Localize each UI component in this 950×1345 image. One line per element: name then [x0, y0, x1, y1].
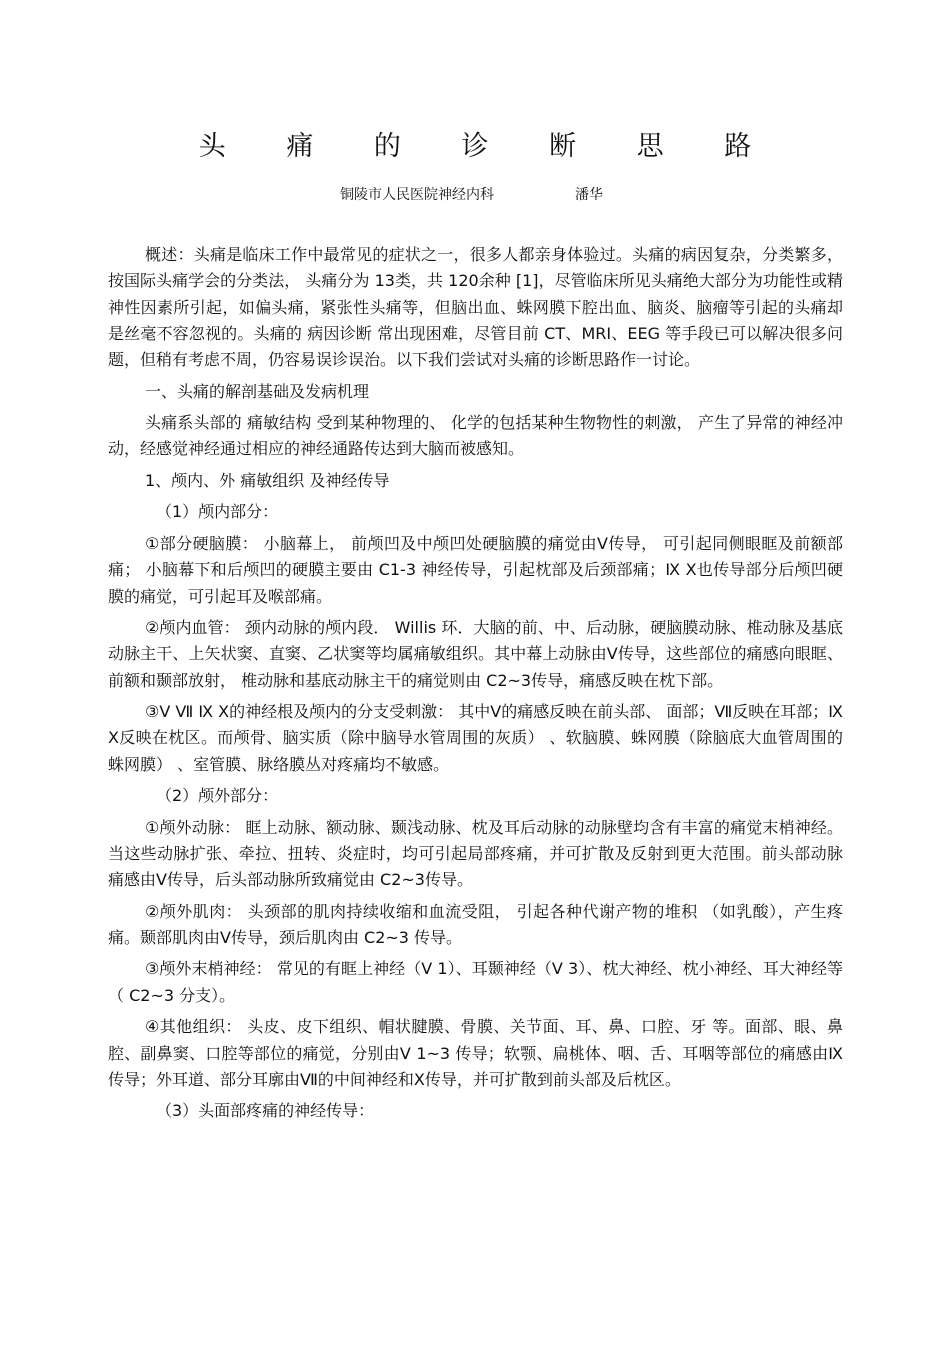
paragraph: 头痛系头部的 痛敏结构 受到某种物理的、 化学的包括某种生物物性的刺激， 产生了异常的神经冲动，经感觉神经通过相应的神经通路传达到大脑而被感知。 — [108, 413, 843, 459]
body-text — [108, 242, 843, 1125]
paragraph-summary: 概述：头痛是临床工作中最常见的症状之一，很多人都亲身体验过。头痛的病因复杂，分类繁多，按国际头痛学会的分类法， 头痛分为 13类，共 120余种 [1]，尽管临床所见头痛绝大部分为功能性或精神性因素所引起，如偏头痛，紧张性头痛等，但脑出血、蛛网膜下腔出血、脑炎、脑瘤等引起的头痛却是丝毫不容忽视的。头痛的 病因诊断 常出现困难，尽管目前 CT、MRI、EEG 等手段已可以解决很多问题，但稍有考虑不周，仍容易误诊误治。以下我们尝试对头痛的诊断思路作一讨论。 — [108, 245, 843, 370]
subheading: （3）头面部疼痛的神经传导： — [156, 1101, 375, 1121]
list-item: ③颅外末梢神经： 常见的有眶上神经（Ⅴ 1）、耳颞神经（Ⅴ 3）、枕大神经、枕小神经、耳大神经等（ C2~3 分支）。 — [108, 959, 843, 1005]
list-item: ①部分硬脑膜： 小脑幕上， 前颅凹及中颅凹处硬脑膜的痛觉由Ⅴ传导， 可引起同侧眼眶及前额部痛； 小脑幕下和后颅凹的硬膜主要由 C1-3 神经传导，引起枕部及后颈部痛；Ⅸ Ⅹ也传导部分后颅凹硬膜的痛觉，可引起耳及喉部痛。 — [108, 533, 843, 606]
list-item: ①颅外动脉： 眶上动脉、额动脉、颞浅动脉、枕及耳后动脉的动脉壁均含有丰富的痛觉末梢神经。当这些动脉扩张、牵拉、扭转、炎症时，均可引起局部疼痛，并可扩散及反射到更大范围。前头部动脉痛感由Ⅴ传导，后头部动脉所致痛觉由 C2~3传导。 — [108, 817, 843, 890]
subheading: （1）颅内部分： — [156, 502, 279, 522]
list-item: ②颅内血管： 颈内动脉的颅内段． Willis 环．大脑的前、中、后动脉，硬脑膜动脉、椎动脉及基底动脉主干、上矢状窦、直窦、乙状窦等均属痛敏组织。其中幕上动脉由Ⅴ传导，这些部位的痛感向眼眶、 前额和颞部放射， 椎动脉和基底动脉主干的痛觉则由 C2~3传导，痛感反映在枕下部。 — [108, 617, 843, 690]
list-item: ④其他组织： 头皮、皮下组织、帽状腱膜、骨膜、关节面、耳、鼻、口腔、牙 等。面部、眼、鼻腔、副鼻窦、口腔等部位的痛觉，分别由Ⅴ 1~3 传导；软颚、扁桃体、咽、舌、耳咽等部位的痛感由Ⅸ传导；外耳道、部分耳廓由Ⅶ的中间神经和Ⅹ传导，并可扩散到前头部及后枕区。 — [108, 1017, 843, 1089]
page-title: 头 痛 的 诊 断 思 路 — [198, 131, 778, 162]
section-heading: 一、头痛的解剖基础及发病机理 — [145, 381, 370, 401]
list-item: ③Ⅴ Ⅶ Ⅸ Ⅹ的神经根及颅内的分支受刺激： 其中Ⅴ的痛感反映在前头部、 面部；Ⅶ反映在耳部；Ⅸ Ⅹ反映在枕区。而颅骨、脑实质（除中脑导水管周围的灰质） 、软脑膜、蛛网膜（除脑底大血管周围的蛛网膜） 、室管膜、脉络膜丛对疼痛均不敏感。 — [108, 702, 843, 774]
list-item: ②颅外肌肉： 头颈部的肌肉持续收缩和血流受阻， 引起各种代谢产物的堆积 （如乳酸），产生疼痛。颞部肌肉由Ⅴ传导，颈后肌肉由 C2~3 传导。 — [108, 901, 843, 947]
subsection-heading: 1、颅内、外 痛敏组织 及神经传导 — [145, 470, 390, 490]
affiliation: 铜陵市人民医院神经内科 — [340, 187, 494, 203]
subheading: （2）颅外部分： — [156, 786, 279, 806]
author-name: 潘华 — [575, 187, 603, 203]
